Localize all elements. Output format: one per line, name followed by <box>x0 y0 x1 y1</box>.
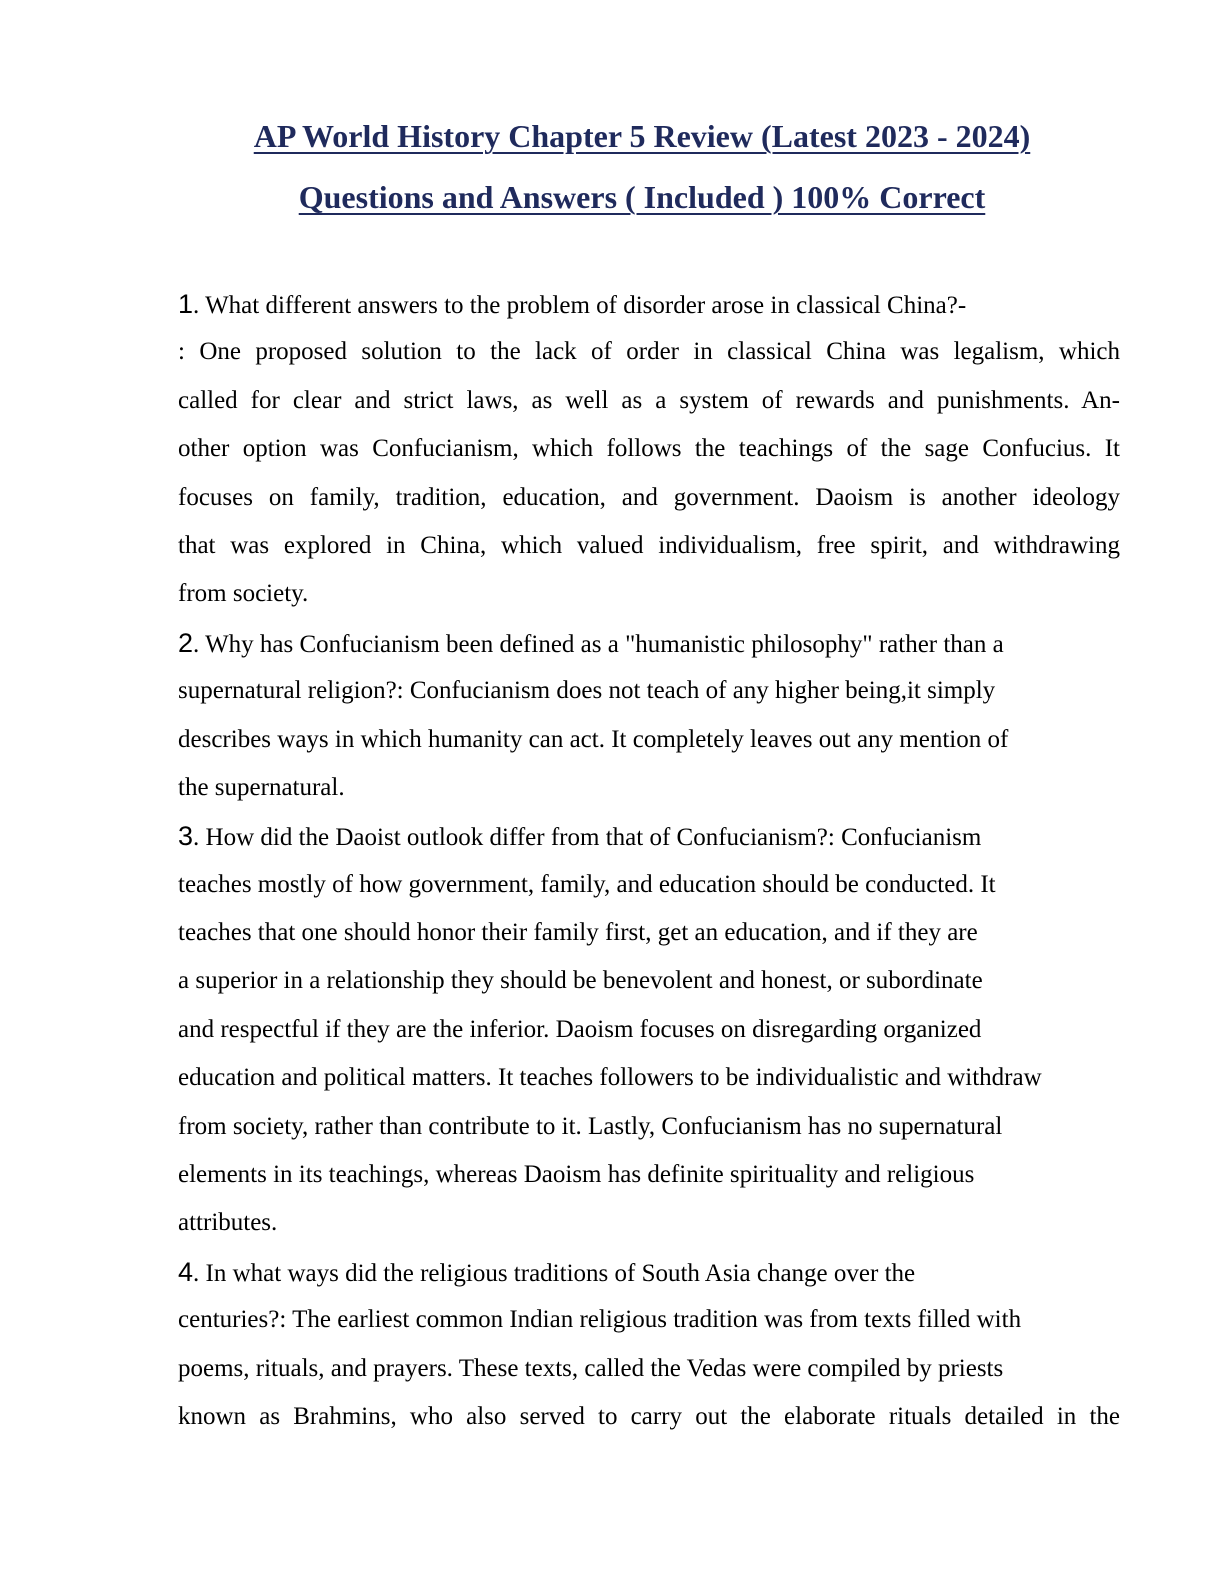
question-text: . In what ways did the religious traditions of South Asia change over the <box>193 1259 916 1287</box>
answer-line: from society. <box>178 580 309 608</box>
answer-line: the supernatural. <box>178 773 345 801</box>
qa-line <box>178 619 1120 667</box>
qa-line <box>178 280 1120 328</box>
answer-line: elements in its teachings, whereas Daoism has definite spirituality and religious <box>178 1161 975 1189</box>
answer-line: a superior in a relationship they should be benevolent and honest, or subordinate <box>178 967 983 995</box>
question-number: 1 <box>178 289 194 319</box>
qa-line <box>178 1248 1120 1296</box>
qa-item-1 <box>178 280 1120 619</box>
question-text: . Why has Confucianism been defined as a "humanistic philosophy" rather than a <box>193 630 1004 658</box>
document-title-line-1: AP World History Chapter 5 Review (Latest 2023 - 2024) <box>253 118 1031 154</box>
answer-line: other option was Confucianism, which follows the teachings of the sage Confucius. It <box>178 435 1120 463</box>
answer-line: from society, rather than contribute to it. Lastly, Confucianism has no supernatural <box>178 1112 1003 1140</box>
answer-line: focuses on family, tradition, education, and government. Daoism is another ideology <box>178 483 1120 511</box>
answer-line: centuries?: The earliest common Indian religious tradition was from texts filled with <box>178 1306 1022 1334</box>
answer-line: poems, rituals, and prayers. These texts, called the Vedas were compiled by priests <box>178 1354 1004 1382</box>
answer-line: teaches that one should honor their family first, get an education, and if they are <box>178 919 978 947</box>
qa-line <box>178 812 1120 860</box>
qa-item-4 <box>178 1248 1120 1442</box>
question-number: 2 <box>178 627 194 658</box>
answer-line: education and political matters. It teaches followers to be individualistic and withdraw <box>178 1064 1042 1092</box>
question-number: 3 <box>178 821 194 852</box>
question-text: . How did the Daoist outlook differ from that of Confucianism?: Confucianism <box>193 824 982 852</box>
qa-item-3 <box>178 812 1120 1248</box>
answer-line: supernatural religion?: Confucianism does not teach of any higher being,it simply <box>178 677 996 705</box>
question-text: . What different answers to the problem of disorder arose in classical China?- <box>193 292 967 319</box>
qa-list <box>178 280 1120 1441</box>
question-number: 4 <box>178 1256 194 1287</box>
answer-line: attributes. <box>178 1209 278 1237</box>
document-title-line-2: Questions and Answers ( Included ) 100% Correct <box>298 179 986 215</box>
answer-line: called for clear and strict laws, as well as a system of rewards and punishments. An- <box>178 386 1120 414</box>
answer-line: teaches mostly of how government, family, and education should be conducted. It <box>178 870 996 898</box>
answer-line: and respectful if they are the inferior. Daoism focuses on disregarding organized <box>178 1015 982 1043</box>
answer-line: known as Brahmins, who also served to carry out the elaborate rituals detailed in the <box>178 1402 1120 1430</box>
answer-line: : One proposed solution to the lack of order in classical China was legalism, which <box>178 338 1120 366</box>
answer-line: describes ways in which humanity can act. It completely leaves out any mention of <box>178 725 1009 753</box>
answer-line: that was explored in China, which valued individualism, free spirit, and withdrawing <box>178 531 1120 559</box>
qa-item-2 <box>178 619 1120 813</box>
